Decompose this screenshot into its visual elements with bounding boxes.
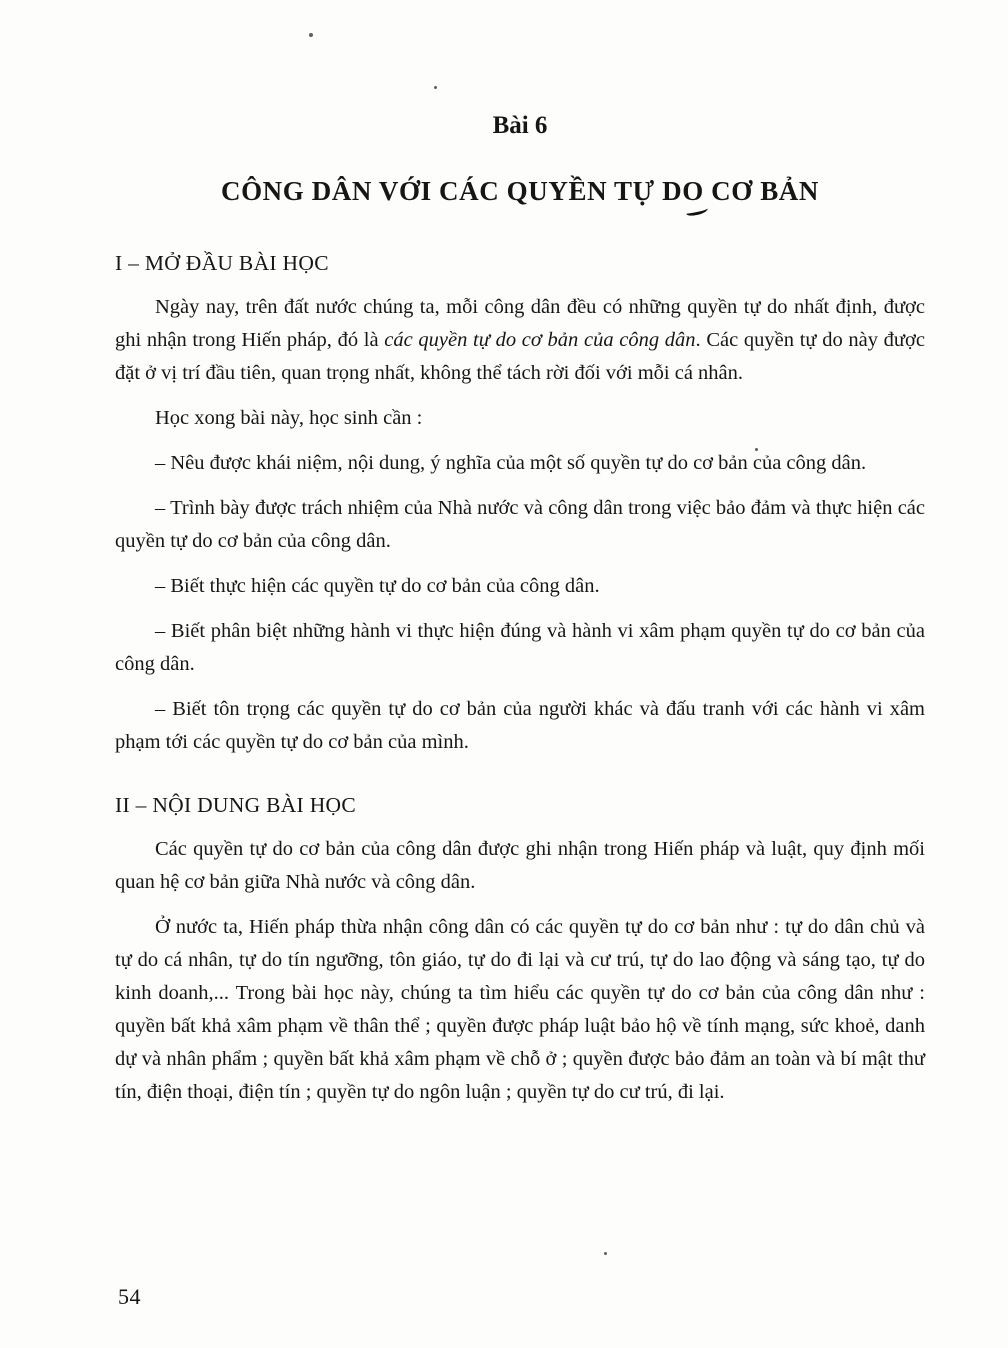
content-paragraph: Các quyền tự do cơ bản của công dân được ghi nhận trong Hiến pháp và luật, quy định mối quan hệ cơ bản giữa Nhà nước và công dân. xyxy=(115,838,925,893)
lead-in-paragraph: Học xong bài này, học sinh cần : xyxy=(155,407,423,429)
content-paragraph: Ở nước ta, Hiến pháp thừa nhận công dân có các quyền tự do cơ bản như : tự do dân chủ và tự do cá nhân, tự do tín ngưỡng, tôn giáo, tự do đi lại và cư trú, tự do lao động và sáng tạo, tự do kinh doanh,... Trong bài học này, chúng ta tìm hiểu các quyền tự do cơ bản của công dân như : quyền bất khả xâm phạm về thân thể ; quyền được pháp luật bảo hộ về tính mạng, sức khoẻ, danh dự và nhân phẩm ; quyền bất khả xâm phạm về chỗ ở ; quyền được bảo đảm an toàn và bí mật thư tín, điện thoại, điện tín ; quyền tự do ngôn luận ; quyền tự do cư trú, đi lại. xyxy=(115,916,925,1103)
scan-speck xyxy=(755,448,758,451)
scan-speck xyxy=(309,33,313,37)
lesson-number: Bài 6 xyxy=(492,112,548,139)
section-intro-heading: I – MỞ ĐẦU BÀI HỌC xyxy=(115,251,329,275)
objective-item: – Biết phân biệt những hành vi thực hiện đúng và hành vi xâm phạm quyền tự do cơ bản của công dân. xyxy=(115,620,925,675)
objective-item: – Nêu được khái niệm, nội dung, ý nghĩa của một số quyền tự do cơ bản của công dân. xyxy=(155,452,867,474)
lesson-title: CÔNG DÂN VỚI CÁC QUYỀN TỰ DO CƠ BẢN xyxy=(220,176,820,206)
intro-paragraph xyxy=(115,291,925,390)
intro-paragraph-text-before: Ngày nay, trên đất nước chúng ta, mỗi công dân đều có những quyền tự do nhất định, được ghi nhận trong Hiến pháp, đó là xyxy=(115,296,925,351)
scan-speck xyxy=(434,86,437,89)
section-content-heading: II – NỘI DUNG BÀI HỌC xyxy=(115,793,356,817)
page-number: 54 xyxy=(118,1284,141,1309)
intro-paragraph-italic-phrase: các quyền tự do cơ bản của công dân xyxy=(384,329,696,351)
scan-speck xyxy=(604,1252,607,1255)
intro-paragraph-text-after: . Các quyền tự do này được đặt ở vị trí đầu tiên, quan trọng nhất, không thể tách rời đối với mỗi cá nhân. xyxy=(115,329,925,384)
objective-item: – Trình bày được trách nhiệm của Nhà nước và công dân trong việc bảo đảm và thực hiện các quyền tự do cơ bản của công dân. xyxy=(115,497,925,552)
objective-item: – Biết thực hiện các quyền tự do cơ bản của công dân. xyxy=(155,575,600,597)
objective-item: – Biết tôn trọng các quyền tự do cơ bản của người khác và đấu tranh với các hành vi xâm phạm tới các quyền tự do cơ bản của mình. xyxy=(115,698,925,753)
